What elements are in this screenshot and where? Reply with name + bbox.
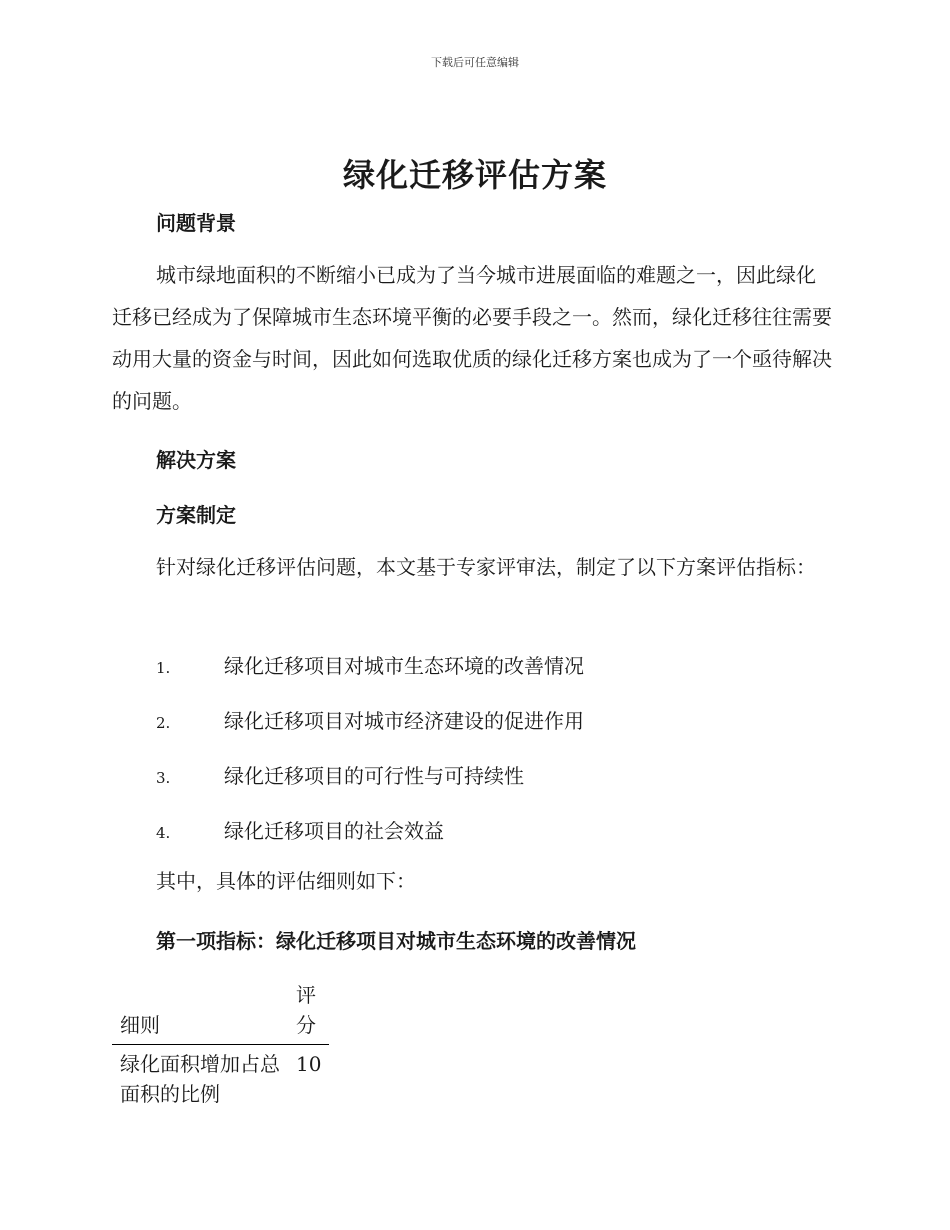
table-cell-score: 10 (296, 1052, 322, 1076)
indicator-number: 3. (156, 769, 171, 787)
heading-first-indicator: 第一项指标：绿化迁移项目对城市生态环境的改善情况 (156, 929, 636, 953)
indicator-number: 4. (156, 824, 171, 842)
table-header-detail: 细则 (112, 980, 288, 1045)
indicator-text: 绿化迁移项目的可行性与可持续性 (224, 764, 524, 788)
heading-plan: 方案制定 (156, 503, 236, 527)
criteria-table (112, 980, 329, 1109)
indicator-item (156, 705, 584, 734)
paragraph-plan-intro: 针对绿化迁移评估问题，本文基于专家评审法，制定了以下方案评估指标： (156, 555, 816, 579)
indicator-item (156, 815, 444, 844)
table-header-row (112, 980, 329, 1045)
page-header-note: 下载后可任意编辑 (431, 56, 519, 69)
indicator-text: 绿化迁移项目对城市生态环境的改善情况 (224, 654, 584, 678)
indicator-number: 2. (156, 714, 171, 732)
indicator-text: 绿化迁移项目对城市经济建设的促进作用 (224, 709, 584, 733)
table-row (112, 1045, 329, 1110)
table-header-score: 评分 (288, 980, 329, 1045)
paragraph-details-intro: 其中，具体的评估细则如下： (156, 869, 416, 893)
paragraph-background: 城市绿地面积的不断缩小已成为了当今城市进展面临的难题之一，因此绿化迁移已经成为了保障城市生态环境平衡的必要手段之一。然而，绿化迁移往往需要动用大量的资金与时间，因此如何选取优质的绿化迁移方案也成为了一个亟待解决的问题。 (112, 263, 832, 413)
table-cell-detail: 绿化面积增加占总面积的比例 (120, 1052, 280, 1106)
document-title: 绿化迁移评估方案 (342, 156, 607, 194)
indicator-text: 绿化迁移项目的社会效益 (224, 819, 444, 843)
indicator-item (156, 760, 524, 789)
indicator-number: 1. (156, 659, 171, 677)
indicator-item (156, 650, 584, 679)
heading-solution: 解决方案 (156, 448, 236, 472)
heading-background: 问题背景 (156, 211, 236, 235)
